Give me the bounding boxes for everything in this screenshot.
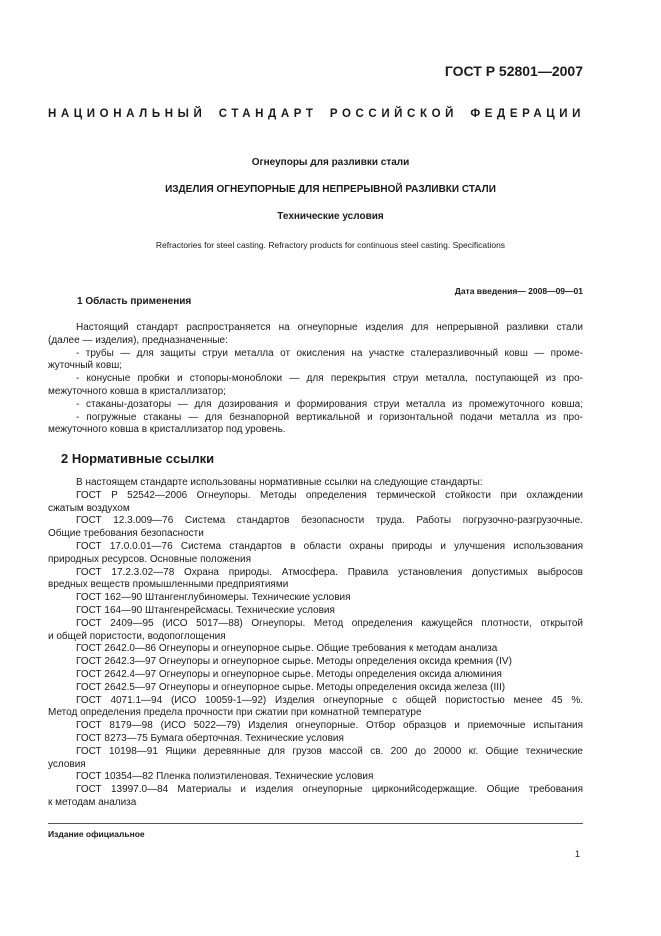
reference-line: природных ресурсов. Основные положения <box>48 553 252 565</box>
reference-line: ГОСТ 8273—75 Бумага оберточная. Технические условия <box>76 732 344 744</box>
reference-line: к методам анализа <box>48 796 137 808</box>
section-2-heading: 2 Нормативные ссылки <box>61 451 215 466</box>
reference-line: ГОСТ 2642.0—86 Огнеупоры и огнеупорное сырье. Общие требования к методам анализа <box>76 643 498 655</box>
reference-line: Метод определения предела прочности при сжатии при комнатной температуре <box>48 707 422 719</box>
page-number: 1 <box>574 849 580 859</box>
reference-line: ГОСТ 2642.4—97 Огнеупоры и огнеупорное сырье. Методы определения оксида алюминия <box>76 668 502 680</box>
paragraph-line: жуточный ковш; <box>48 360 123 372</box>
reference-line: ГОСТ 2642.3—97 Огнеупоры и огнеупорное сырье. Методы определения оксида кремния (IV) <box>76 656 512 668</box>
reference-line: ГОСТ 13997.0—84 Материалы и изделия огнеупорные цирконийсодержащие. Общие требования <box>76 784 583 796</box>
document-code: ГОСТ Р 52801—2007 <box>444 63 583 79</box>
paragraph-line: межуточного ковша в кристаллизатор под уровень. <box>48 424 286 436</box>
section-1-heading: 1 Область применения <box>77 296 192 307</box>
title-main: ИЗДЕЛИЯ ОГНЕУПОРНЫЕ ДЛЯ НЕПРЕРЫВНОЙ РАЗЛИВКИ СТАЛИ <box>165 184 496 195</box>
reference-line: условия <box>48 758 86 770</box>
section-1-body <box>48 322 583 437</box>
reference-line: ГОСТ 17.2.3.02—78 Охрана природы. Атмосфера. Правила установления допустимых выбросов <box>76 566 583 578</box>
reference-line: сжатым воздухом <box>48 502 130 514</box>
reference-line: ГОСТ 12.3.009—76 Система стандартов безопасности труда. Работы погрузочно-разгрузочные. <box>76 515 583 527</box>
paragraph-line: - трубы — для защиты струи металла от окисления на участке сталеразливочный ковш — проме- <box>76 347 583 359</box>
title-subtitle: Технические условия <box>277 211 384 222</box>
paragraph-line: межуточного ковша в кристаллизатор; <box>48 385 226 397</box>
reference-line: ГОСТ 162—90 Штангенглубиномеры. Технические условия <box>76 592 351 604</box>
national-standard-banner: НАЦИОНАЛЬНЫЙ СТАНДАРТ РОССИЙСКОЙ ФЕДЕРАЦИИ <box>48 108 585 120</box>
reference-line: ГОСТ 8179—98 (ИСО 5022—79) Изделия огнеупорные. Отбор образцов и приемочные испытания <box>76 720 583 732</box>
footer-divider <box>48 823 583 824</box>
reference-line: ГОСТ 2409—95 (ИСО 5017—88) Огнеупоры. Метод определения кажущейся плотности, открытой <box>76 617 583 629</box>
reference-line: и общей пористости, водопоглощения <box>48 630 226 642</box>
reference-line: Общие требования безопасности <box>48 528 204 540</box>
title-group: Огнеупоры для разливки стали <box>251 157 410 168</box>
paragraph-line: - конусные пробки и стопоры-моноблоки — для перекрытия струи металла, поступающей из про- <box>76 373 583 385</box>
paragraph-line: - погружные стаканы — для безнапорной вертикальной и горизонтальной подачи металла из про- <box>76 411 583 423</box>
paragraph-line: (далее — изделия), предназначенные: <box>48 334 228 346</box>
reference-line: ГОСТ 164—90 Штангенрейсмасы. Технические условия <box>76 604 335 616</box>
reference-line: вредных веществ промышленными предприятиями <box>48 579 289 591</box>
introduction-date: Дата введения— 2008—09—01 <box>454 286 583 296</box>
section-2-body <box>48 477 583 810</box>
reference-line: ГОСТ 4071.1—94 (ИСО 10059-1—92) Изделия огнеупорные с общей пористостью менее 45 %. <box>76 694 583 706</box>
paragraph-line: Настоящий стандарт распространяется на огнеупорные изделия для непрерывной разливки стали <box>76 322 583 333</box>
reference-line: ГОСТ 17.0.0.01—76 Система стандартов в области охраны природы и улучшения использования <box>76 540 583 552</box>
title-english: Refractories for steel casting. Refractory products for continuous steel casting. Specifications <box>155 240 506 250</box>
reference-line: ГОСТ 10354—82 Пленка полиэтиленовая. Технические условия <box>76 771 374 783</box>
reference-line: ГОСТ 10198—91 Ящики деревянные для грузов массой св. 200 до 20000 кг. Общие технические <box>76 745 583 757</box>
official-edition-label: Издание официальное <box>48 829 145 839</box>
paragraph-line: - стаканы-дозаторы — для дозирования и формирования струи металла из промежуточного ковша; <box>76 398 583 410</box>
reference-line: ГОСТ Р 52542—2006 Огнеупоры. Методы определения термической стойкости при охлаждении <box>76 489 583 501</box>
reference-line: ГОСТ 2642.5—97 Огнеупоры и огнеупорное сырье. Методы определения оксида железа (III) <box>76 681 506 693</box>
paragraph-line: В настоящем стандарте использованы нормативные ссылки на следующие стандарты: <box>76 477 483 488</box>
